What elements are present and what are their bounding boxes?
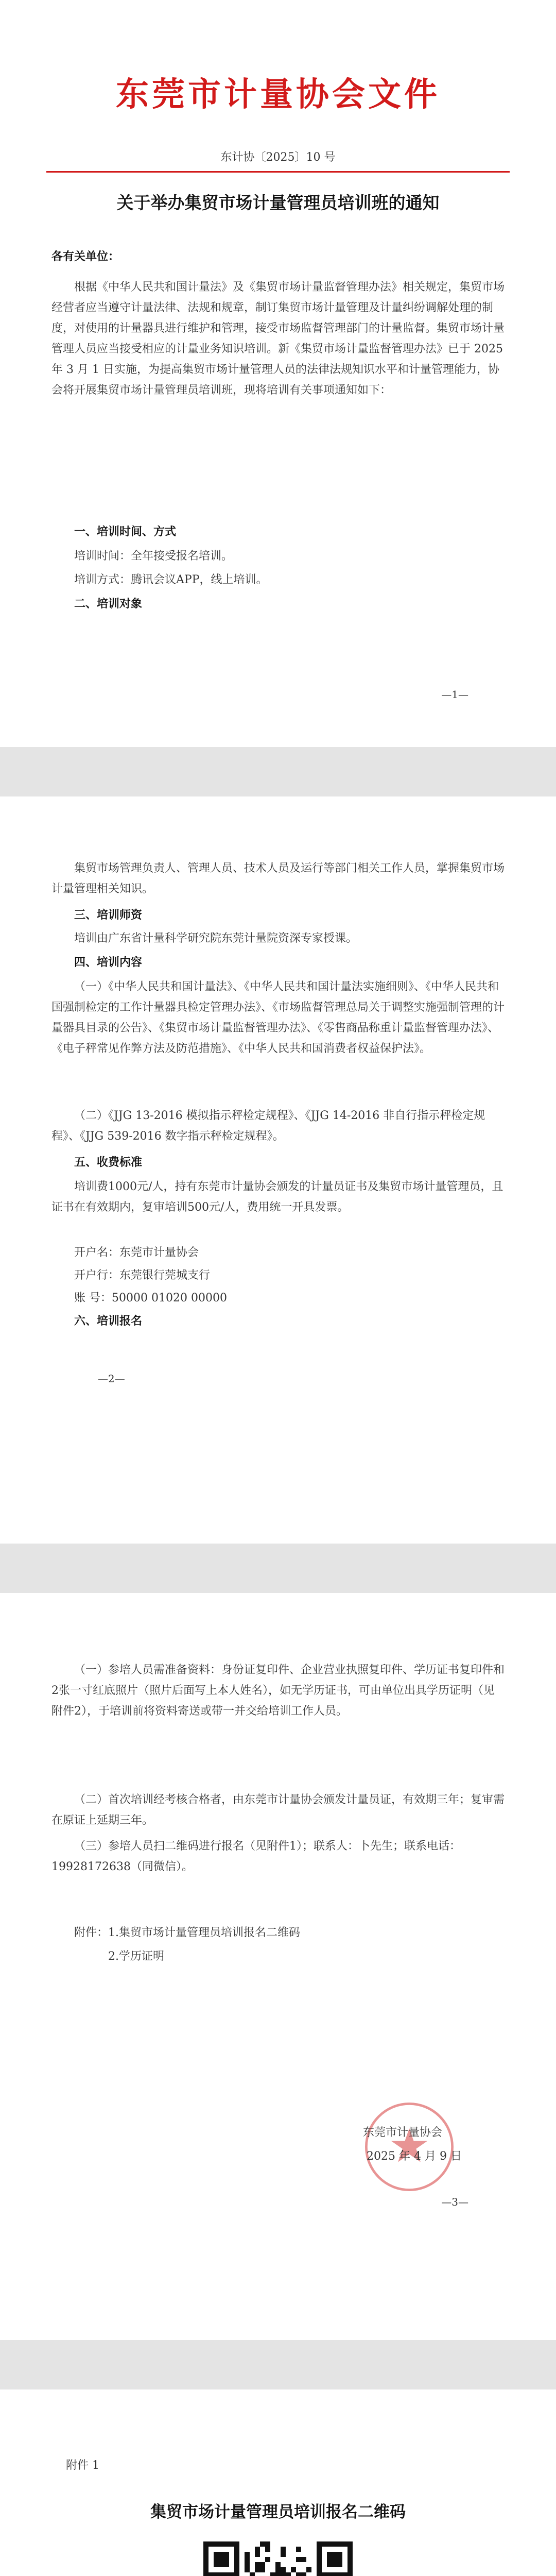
registration-item-3: （三）参培人员扫二维码进行报名（见附件1）；联系人：卜先生；联系电话：19928172638（同微信）。 — [51, 1840, 461, 1873]
section-2-body: 集贸市场管理负责人、管理人员、技术人员及运行等部门相关工作人员，掌握集贸市场计量管理相关知识。 — [51, 862, 505, 895]
section-3-body: 培训由广东省计量科学研究院东莞计量院资深专家授课。 — [74, 932, 358, 945]
attachments-label: 附件： — [74, 1926, 109, 1939]
doc-number: 东计协〔2025〕10 号 — [220, 151, 336, 164]
page-1 — [0, 0, 556, 747]
signer: 东莞市计量协会 — [363, 2126, 443, 2139]
section-2-heading: 二、培训对象 — [74, 597, 143, 611]
attachment-1[interactable]: 1.集贸市场计量管理员培训报名二维码 — [108, 1926, 301, 1939]
page-4 — [0, 2389, 556, 2576]
section-4-item-1: （一）《中华人民共和国计量法》、《中华人民共和国计量法实施细则》、《中华人民共和国强制检定的工作计量器具检定管理办法》、《市场监督管理总局关于调整实施强制管理的计量器具目录的公告》、《集贸市场计量监督管理办法》、《零售商品称重计量监督管理办法》、《电子秤常见作弊方法及防范措施》、《中华人民共和国消费者权益保护法》。 — [51, 980, 505, 1055]
page-number: —2— — [98, 1372, 125, 1385]
bank-account-name: 开户名：东莞市计量协会 — [74, 1246, 199, 1259]
registration-qr-code[interactable] — [203, 2541, 353, 2576]
annex-1-label: 附件 1 — [66, 2459, 99, 2472]
section-6-heading: 六、培训报名 — [74, 1314, 143, 1328]
annex-1-title: 集贸市场计量管理员培训报名二维码 — [150, 2503, 406, 2521]
section-4-heading: 四、培训内容 — [74, 956, 143, 969]
org-title: 东莞市计量协会文件 — [116, 75, 440, 114]
red-divider — [46, 171, 510, 173]
section-5-body: 培训费1000元/人，持有东莞市计量协会颁发的计量员证书及集贸市场计量管理员，且证书在有效期内，复审培训500元/人，费用统一开具发票。 — [51, 1180, 503, 1214]
bank-branch: 开户行：东莞银行莞城支行 — [74, 1269, 211, 1282]
sign-date: 2025 年 4 月 9 日 — [367, 2150, 462, 2163]
training-mode: 培训方式：腾讯会议APP，线上培训。 — [74, 573, 268, 586]
training-time: 培训时间：全年接受报名培训。 — [74, 550, 233, 563]
section-5-heading: 五、收费标准 — [74, 1156, 143, 1169]
page-3 — [0, 1593, 556, 2340]
section-3-heading: 三、培训师资 — [74, 908, 143, 922]
salutation: 各有关单位： — [51, 250, 120, 263]
notice-title: 关于举办集贸市场计量管理员培训班的通知 — [116, 193, 440, 213]
page-2 — [0, 796, 556, 1544]
page-gap — [0, 1544, 556, 1593]
page-number: —3— — [441, 2196, 468, 2208]
section-1-heading: 一、培训时间、方式 — [74, 525, 177, 538]
page-gap — [0, 2340, 556, 2389]
page-gap — [0, 747, 556, 796]
attachment-2[interactable]: 2.学历证明 — [108, 1950, 164, 1963]
section-4-item-2: （二）《JJG 13-2016 模拟指示秤检定规程》、《JJG 14-2016 非自行指示秤检定规程》、《JJG 539-2016 数字指示秤检定规程》。 — [51, 1109, 485, 1143]
attachments-list — [51, 1923, 505, 1943]
intro-paragraph: 根据《中华人民共和国计量法》及《集贸市场计量监督管理办法》相关规定，集贸市场经营者应当遵守计量法律、法规和规章，制订集贸市场计量管理及计量纠纷调解处理的制度，对使用的计量器具进行维护和管理，接受市场监督管理部门的计量监督。集贸市场计量管理人员应当接受相应的计量业务知识培训。新《集贸市场计量监督管理办法》已于 2025 年 3 月 1 日实施，为提高集贸市场计量管理人员的法律法规知识水平和计量管理能力，协会将开展集贸市场计量管理员培训班，现将培训有关事项通知如下： — [51, 281, 505, 397]
page-number: —1— — [441, 688, 468, 701]
registration-item-2: （二）首次培训经考核合格者，由东莞市计量协会颁发计量员证，有效期三年；复审需在原证上延期三年。 — [51, 1793, 505, 1827]
registration-item-1: （一）参培人员需准备资料：身份证复印件、企业营业执照复印件、学历证书复印件和2张一寸红底照片（照片后面写上本人姓名），如无学历证书，可由单位出具学历证明（见附件2），于培训前将资料寄送或带一并交给培训工作人员。 — [51, 1664, 505, 1718]
official-seal — [360, 2098, 458, 2196]
bank-account-number: 账 号：50000 01020 00000 — [74, 1292, 227, 1304]
